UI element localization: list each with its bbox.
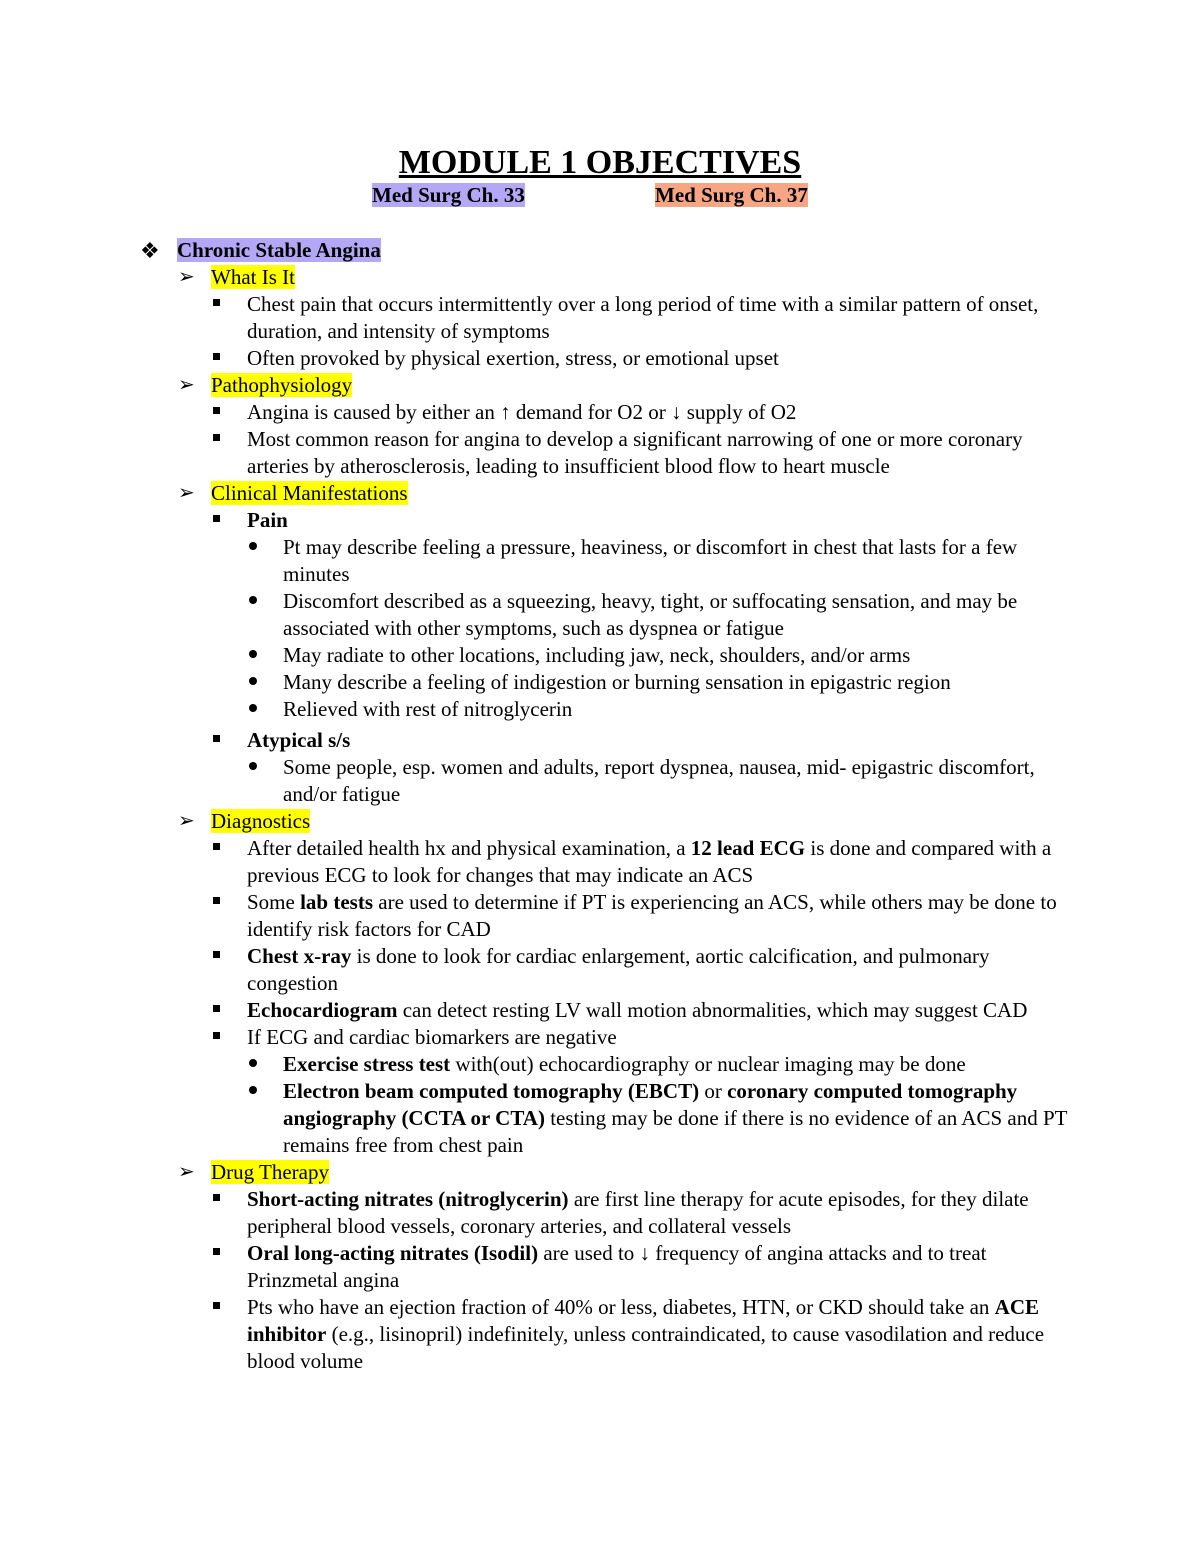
arrow-bullet-icon: ➢	[178, 266, 195, 288]
arrow-bullet-icon: ➢	[178, 1161, 195, 1183]
round-bullet-icon	[249, 1086, 257, 1094]
round-bullet-icon	[249, 704, 257, 712]
list-item: If ECG and cardiac biomarkers are negative	[0, 1024, 1067, 1051]
square-bullet-icon	[213, 1032, 220, 1039]
square-bullet-icon	[213, 735, 220, 742]
list-item: After detailed health hx and physical examination, a 12 lead ECG is done and compared with a previous ECG to look for changes that may indicate an ACS	[0, 835, 1067, 889]
round-bullet-icon	[249, 762, 257, 770]
square-bullet-icon	[213, 951, 220, 958]
square-bullet-icon	[213, 1194, 220, 1201]
square-bullet-icon	[213, 515, 220, 522]
list-item: Atypical s/s	[0, 727, 1067, 754]
square-bullet-icon	[213, 843, 220, 850]
list-item: May radiate to other locations, including jaw, neck, shoulders, and/or arms	[0, 642, 1073, 669]
round-bullet-icon	[249, 677, 257, 685]
list-item: Electron beam computed tomography (EBCT) or coronary computed tomography angiography (CCTA or CTA) testing may be done if there is no evidence of an ACS and PT remains free from chest pain	[0, 1078, 1073, 1159]
subheading-drug-therapy: ➢ Drug Therapy	[178, 1160, 329, 1184]
list-item: Chest pain that occurs intermittently over a long period of time with a similar pattern of onset, duration, and intensity of symptoms	[0, 291, 1067, 345]
round-bullet-icon	[249, 650, 257, 658]
square-bullet-icon	[213, 353, 220, 360]
list-item: Echocardiogram can detect resting LV wall motion abnormalities, which may suggest CAD	[0, 997, 1067, 1024]
square-bullet-icon	[213, 299, 220, 306]
chapter-label-33: Med Surg Ch. 33	[372, 183, 525, 207]
subheading-clinical-manifestations: ➢ Clinical Manifestations	[178, 481, 408, 505]
list-item: Relieved with rest of nitroglycerin	[0, 696, 1073, 723]
objectives-outline	[0, 237, 1200, 1375]
arrow-bullet-icon: ➢	[178, 374, 195, 396]
square-bullet-icon	[213, 897, 220, 904]
section-heading: ❖ Chronic Stable Angina	[140, 238, 381, 263]
list-item: Exercise stress test with(out) echocardiography or nuclear imaging may be done	[0, 1051, 1073, 1078]
square-bullet-icon	[213, 407, 220, 414]
square-bullet-icon	[213, 1005, 220, 1012]
round-bullet-icon	[249, 596, 257, 604]
square-bullet-icon	[213, 1302, 220, 1309]
diamond-bullet-icon: ❖	[140, 238, 160, 263]
square-bullet-icon	[213, 1248, 220, 1255]
round-bullet-icon	[249, 1059, 257, 1067]
list-item: Pts who have an ejection fraction of 40% or less, diabetes, HTN, or CKD should take an ACE inhibitor (e.g., lisinopril) indefinitely, unless contraindicated, to cause vasodilation and reduce blood volume	[0, 1294, 1067, 1375]
list-item: Pt may describe feeling a pressure, heaviness, or discomfort in chest that lasts for a few minutes	[0, 534, 1073, 588]
subheading-what-is-it: ➢ What Is It	[178, 265, 295, 289]
list-item: Some lab tests are used to determine if PT is experiencing an ACS, while others may be done to identify risk factors for CAD	[0, 889, 1067, 943]
list-item: Often provoked by physical exertion, stress, or emotional upset	[0, 345, 1067, 372]
arrow-bullet-icon: ➢	[178, 810, 195, 832]
subheading-diagnostics: ➢ Diagnostics	[178, 809, 311, 833]
chapter-label-37: Med Surg Ch. 37	[655, 183, 808, 207]
list-item: Angina is caused by either an ↑ demand for O2 or ↓ supply of O2	[0, 399, 1067, 426]
list-item: Some people, esp. women and adults, report dyspnea, nausea, mid- epigastric discomfort, and/or fatigue	[0, 754, 1073, 808]
list-item: Most common reason for angina to develop a significant narrowing of one or more coronary arteries by atherosclerosis, leading to insufficient blood flow to heart muscle	[0, 426, 1067, 480]
arrow-bullet-icon: ➢	[178, 482, 195, 504]
list-item: Pain	[0, 507, 1067, 534]
round-bullet-icon	[249, 542, 257, 550]
square-bullet-icon	[213, 434, 220, 441]
page-title: MODULE 1 OBJECTIVES	[398, 144, 802, 181]
list-item: Discomfort described as a squeezing, heavy, tight, or suffocating sensation, and may be associated with other symptoms, such as dyspnea or fatigue	[0, 588, 1073, 642]
list-item: Oral long-acting nitrates (Isodil) are used to ↓ frequency of angina attacks and to treat Prinzmetal angina	[0, 1240, 1067, 1294]
list-item: Many describe a feeling of indigestion or burning sensation in epigastric region	[0, 669, 1073, 696]
list-item: Chest x-ray is done to look for cardiac enlargement, aortic calcification, and pulmonary congestion	[0, 943, 1067, 997]
list-item: Short-acting nitrates (nitroglycerin) are first line therapy for acute episodes, for they dilate peripheral blood vessels, coronary arteries, and collateral vessels	[0, 1186, 1067, 1240]
subheading-pathophysiology: ➢ Pathophysiology	[178, 373, 353, 397]
